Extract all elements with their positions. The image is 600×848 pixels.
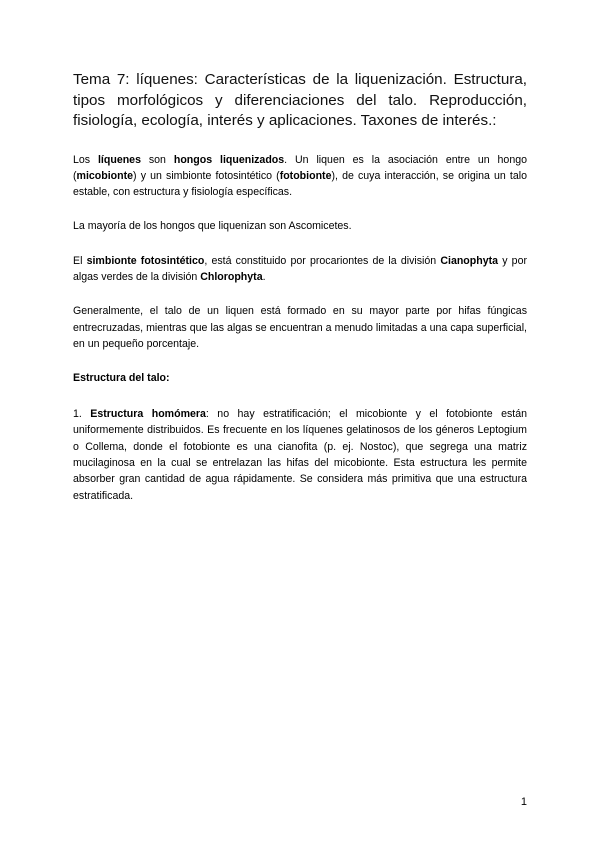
page-number: 1 xyxy=(520,796,527,808)
text-run: : no hay estratificación; el micobionte y el fotobionte están uniformemente distribuidos. Es frecuente en los líquenes gelatinosos de los géneros Leptogium o Collema, donde el fotobionte es una cianofita (p. ej. Nostoc), que segrega una matriz mucilaginosa en la cual se entrelazan las hifas del micobionte. Esta estructura les permite absorber gran cantidad de agua rápidamente. Se considera más primitiva que una estructura estratificada. xyxy=(73,408,527,502)
paragraph-simbionte xyxy=(73,253,527,286)
bold-term-liquenes: líquenes xyxy=(97,153,141,166)
paragraph-estructura-homomera xyxy=(73,406,527,504)
text-run: . Un liquen es la asociación entre un hongo ( xyxy=(73,153,528,182)
document-title: Tema 7: líquenes: Características de la liquenización. Estructura, tipos morfológicos y diferenciaciones del talo. Reproducción, fisiología, ecología, interés y aplicaciones. Taxones de interés.: xyxy=(73,71,527,129)
bold-term-fotobionte: fotobionte xyxy=(279,169,332,182)
page-content xyxy=(73,70,527,522)
text-run: Los xyxy=(73,153,98,166)
section-heading-estructura: Estructura del talo: xyxy=(73,372,170,385)
text-run: . xyxy=(262,270,266,283)
bold-term-hongos-liquenizados: hongos liquenizados xyxy=(173,153,285,166)
text-run: ), de cuya interacción, se origina un talo estable, con estructura y fisiología específicas. xyxy=(73,169,527,199)
bold-term-estructura-homomera: Estructura homómera xyxy=(90,408,206,421)
text-run: ) y un simbionte fotosintético ( xyxy=(133,169,280,182)
text-run: y por algas verdes de la división xyxy=(73,254,527,283)
bold-term-simbionte-fotosintetico: simbionte fotosintético xyxy=(86,254,205,267)
text-run: son xyxy=(140,153,174,166)
bold-term-cianophyta: Cianophyta xyxy=(440,254,499,267)
text-run: 1. xyxy=(73,408,91,421)
paragraph-ascomicetes: La mayoría de los hongos que liquenizan son Ascomicetes. xyxy=(73,220,352,233)
paragraph-definition xyxy=(73,152,527,201)
bold-term-chlorophyta: Chlorophyta xyxy=(200,270,263,283)
bold-term-micobionte: micobionte xyxy=(76,169,134,182)
text-run: , está constituido por procariontes de la división xyxy=(204,254,441,267)
text-run: El xyxy=(73,254,87,267)
paragraph-talo-general: Generalmente, el talo de un liquen está formado en su mayor parte por hifas fúngicas entrecruzadas, mientras que las algas se encuentran a menudo limitadas a una capa superficial, en un pequeño porcentaje. xyxy=(73,305,527,350)
